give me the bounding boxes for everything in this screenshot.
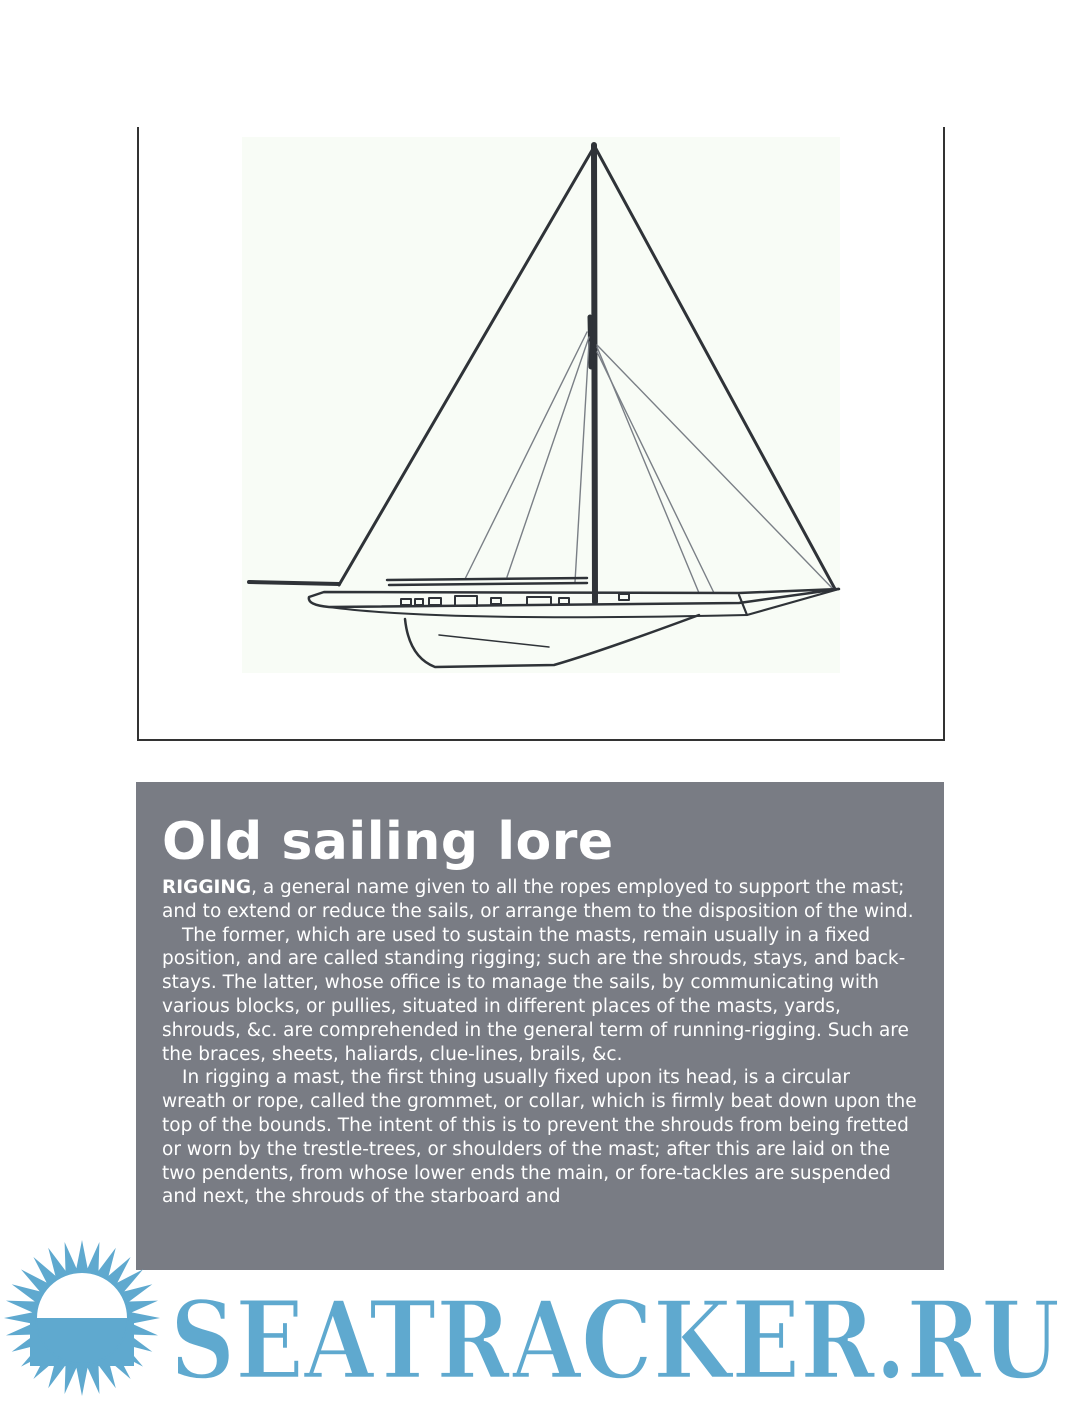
watermark-text: SEATRACKER.RU <box>170 1278 1060 1397</box>
article-paragraph-text: , a general name given to all the ropes employed to support the mast; and to extend or reduce the sails, or arrange them to the disposition of the wind. <box>162 877 914 922</box>
bowsprit <box>249 582 339 584</box>
article-panel <box>136 782 944 1270</box>
article-term: RIGGING <box>162 877 252 898</box>
sailing-yacht-icon <box>139 127 943 739</box>
sun-icon <box>4 1240 160 1396</box>
mast-band <box>590 317 591 367</box>
article-paragraph: In rigging a mast, the first thing usually fixed upon its head, is a circular wreath or rope, called the grommet, or collar, which is firmly beat down upon the top of the bounds. The intent of this is to prevent the shrouds from being fretted or worn by the trestle-trees, or shoulders of the mast; after this are laid on the two pendents, from whose lower ends the main, or fore-tackles are suspended and next, the shrouds of the starboard and <box>162 1067 917 1208</box>
watermark-svg <box>0 1238 1080 1397</box>
article-body <box>162 876 918 1209</box>
watermark-logo <box>0 1238 1080 1397</box>
main-mast <box>594 145 595 602</box>
article-paragraph <box>162 876 918 924</box>
article-title: Old sailing lore <box>162 812 614 872</box>
article-paragraph: The former, which are used to sustain the masts, remain usually in a fixed position, and are called standing rigging; such are the shrouds, stays, and back-stays. The latter, whose office is to manage the sails, by communicating with various blocks, or pullies, situated in different places of the masts, yards, shrouds, &c. are comprehended in the general term of running-rigging. Such are the braces, sheets, haliards, clue-lines, brails, &c. <box>162 924 909 1065</box>
illustration-frame <box>137 127 945 741</box>
